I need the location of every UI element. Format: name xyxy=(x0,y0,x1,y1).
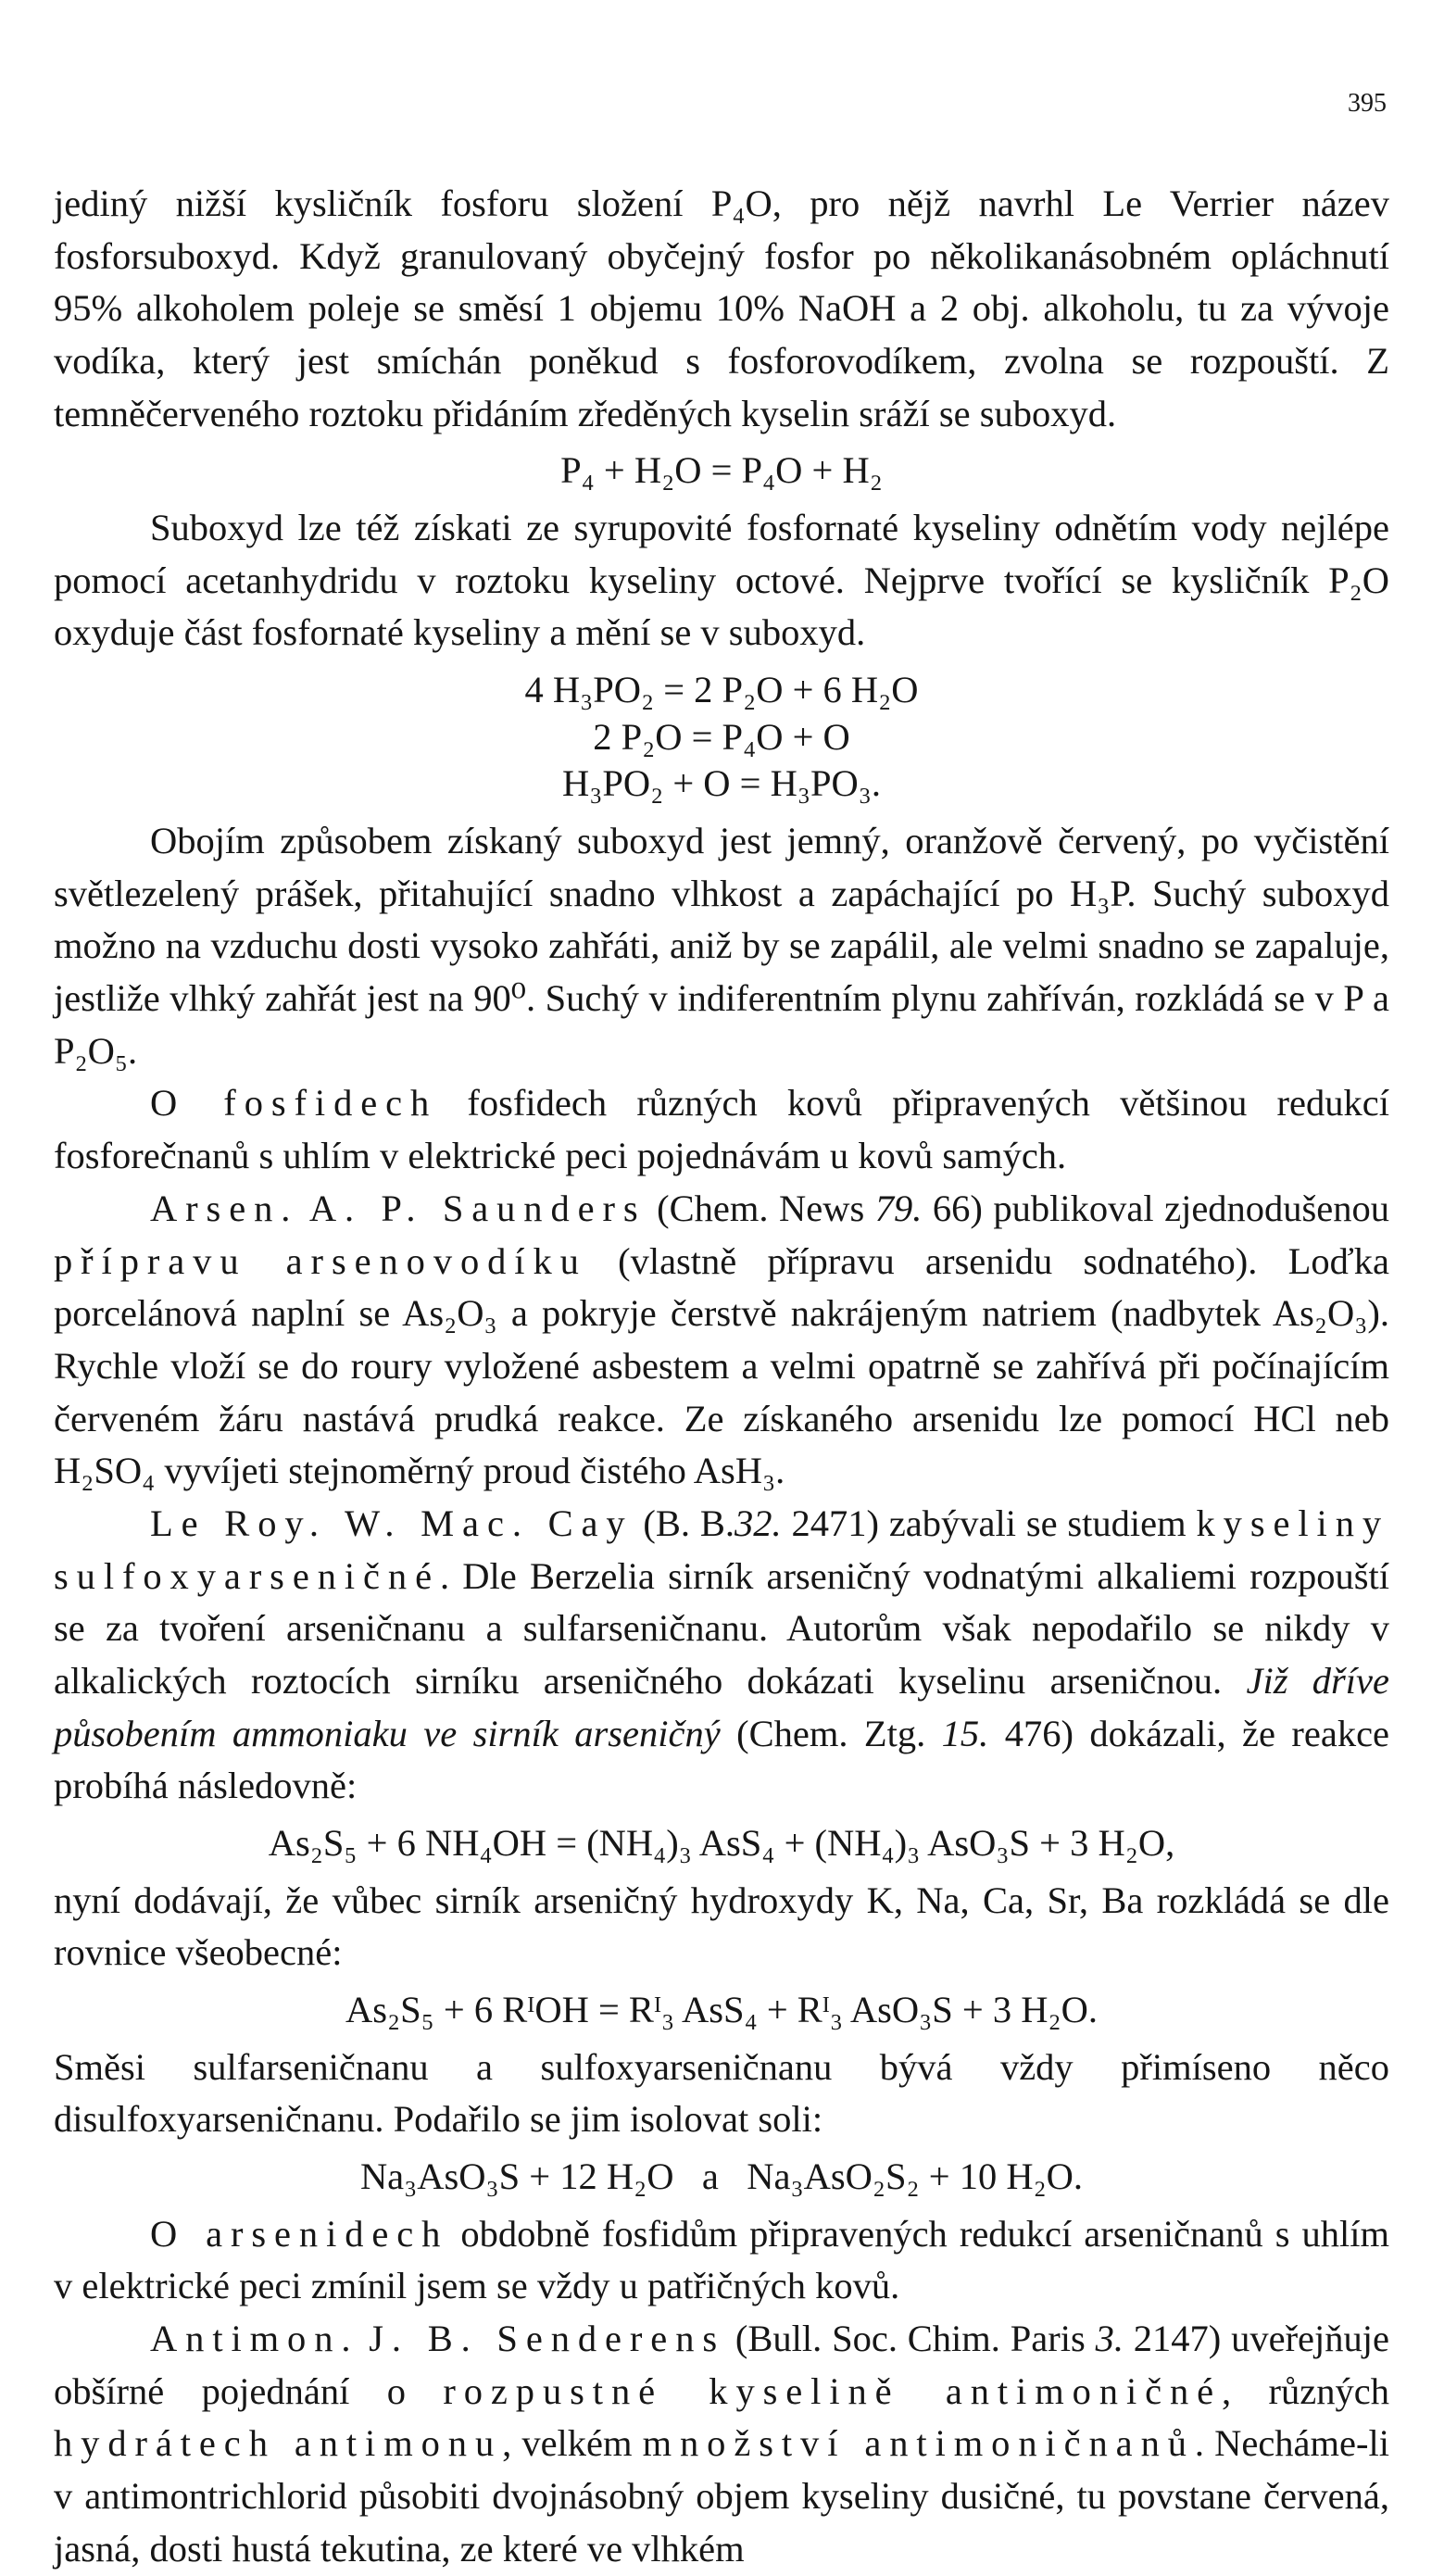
paragraph-1: jediný nižší kysličník fosforu složení P₄O, pro nějž navrhl Le Verrier název fosforsuboxyd. Když granulovaný obyčejný fosfor po několikanásobném opláchnutí 95% alkoholem poleje se směsí 1 objemu 10% NaOH a 2 obj. alkoholu, tu za vývoje vodíka, který jest smíchán poněkud s fosforovodíkem, zvolna se rozpouští. Z temněčerveného roztoku přidáním zředěných kyselin sráží se suboxyd. xyxy=(54,182,1389,434)
equation-2: 4 H₃PO₂ = 2 P₂O + 6 H₂O xyxy=(524,669,919,711)
paragraph-5-part-1: 66) publikoval zjednodušenou xyxy=(932,1187,1390,1229)
paragraph-4-text: fosfidech různých kovů připravených většinou redukcí fosforečnanů s uhlím v elektrické peci pojednávám u kovů samých. xyxy=(54,1082,1389,1177)
volume-32: 32. xyxy=(735,1502,782,1544)
volume-15: 15. xyxy=(941,1712,989,1754)
heading-arsenidy: O arsenidech xyxy=(150,2212,449,2255)
paragraph-10-part-4: . Necháme-li v antimontrichlorid působiti dvojnásobný objem kyseliny dusičné, tu povstane červená, jasná, dosti hustá tekutina, ze které ve vlhkém xyxy=(54,2422,1389,2570)
paragraph-6-part-2: . Dle Berzelia sirník arseničný vodnatými alkaliemi rozpouští se za tvoření arseničnanu a sulfarseničnanu. Autorům však nepodařilo se nikdy v alkalických roztocích sirníku arseničného dokázati kyselinu arseničnou. xyxy=(54,1554,1389,1702)
heading-antimon: Antimon. xyxy=(150,2318,359,2360)
paragraph-8: Směsi sulfarseničnanu a sulfoxyarseničnanu bývá vždy přimíseno něco disulfoxyarseničnanu. Podařilo se jim isolovat soli: xyxy=(54,2045,1389,2141)
citation-chem-ztg: (Chem. Ztg. xyxy=(736,1712,926,1754)
term-kyselina-antimonicna: rozpustné kyselině antimoničné xyxy=(443,2369,1223,2412)
authors-le-roy-mac-cay: Le Roy. W. Mac. Cay xyxy=(150,1502,634,1544)
paragraph-10-part-3: , velkém xyxy=(502,2422,633,2465)
author-senderens: J. B. Senderens xyxy=(369,2318,726,2360)
term-kyseliny-sulfoxyarsenicne: kyseliny sulfoxyarseničné xyxy=(54,1502,1390,1597)
paragraph-6 xyxy=(54,1498,1389,1813)
paragraph-6-part-3: 476) dokázali, že reakce probíhá následovně: xyxy=(54,1712,1390,1807)
equation-1: P₄ + H₂O = P₄O + H₂ xyxy=(560,449,883,492)
citation-chem-news: (Chem. News xyxy=(657,1187,865,1229)
citation-bull-soc: (Bull. Soc. Chim. Paris xyxy=(735,2318,1086,2360)
equation-5: As₂S₅ + 6 NH₄OH = (NH₄)₃ AsS₄ + (NH₄)₃ AsO₃S + 3 H₂O, xyxy=(268,1822,1175,1865)
volume-3: 3. xyxy=(1095,2318,1124,2360)
term-priprava-arsenovodiku: přípravu arsenovodíku xyxy=(54,1239,587,1282)
paragraph-9 xyxy=(54,2208,1389,2313)
paragraph-10-part-2: , různých xyxy=(1222,2369,1389,2412)
italic-remark: Již dříve působením ammoniaku ve sirník arseničný xyxy=(54,1660,1389,1754)
heading-fosfidy: O fosfidech xyxy=(150,1082,438,1125)
paragraph-7: nyní dodávají, že vůbec sirník arseničný hydroxydy K, Na, Ca, Sr, Ba rozkládá se dle rovnice všeobecné: xyxy=(54,1879,1389,1974)
paragraph-2: Suboxyd lze též získati ze syrupovité fosfornaté kyseliny odnětím vody nejlépe pomocí acetanhydridu v roztoku kyseliny octové. Nejprve tvořící se kysličník P₂O oxyduje část fosfornaté kyseliny a mění se v suboxyd. xyxy=(54,507,1389,654)
equation-3: 2 P₂O = P₄O + O xyxy=(593,715,850,758)
paragraph-5 xyxy=(54,1183,1389,1498)
page-text xyxy=(54,178,1389,2576)
equation-block-2 xyxy=(54,667,1389,808)
paragraph-10-part-1: 2147) uveřejňuje obšírné pojednání o xyxy=(54,2318,1390,2412)
paragraph-4 xyxy=(54,1077,1389,1182)
term-mnozstvi-antimonicnanu: množství antimoničnanů xyxy=(642,2422,1195,2465)
paragraph-5-part-2: (vlastně přípravu arsenidu sodnatého). Loďka porcelánová naplní se As₂O₃ a pokryje čerstvě nakrájeným natriem (nadbytek As₂O₃). Rychle vloží se do roury vyložené asbestem a velmi opatrně se zahřívá při počínajícím červeném žáru nastává prudká reakce. Ze získaného arsenidu lze pomocí HCl neb H₂SO₄ vyvíjeti stejnoměrný proud čistého AsH₃. xyxy=(54,1239,1390,1492)
paragraph-3: Obojím způsobem získaný suboxyd jest jemný, oranžově červený, po vyčistění světlezelený prášek, přitahující snadno vlhkost a zapáchající po H₃P. Suchý suboxyd možno na vzduchu dosti vysoko zahřáti, aniž by se zapálil, ale velmi snadno se zapaluje, jestliže vlhký zahřát jest na 90⁰. Suchý v indiferentním plynu zahříván, rozkládá se v P a P₂O₅. xyxy=(54,820,1389,1072)
author-saunders: A. P. Saunders xyxy=(308,1187,647,1229)
paragraph-9-text: obdobně fosfidům připravených redukcí arseničnanů s uhlím v elektrické peci zmínil jsem se vždy u patřičných kovů. xyxy=(54,2212,1390,2307)
page-number: 395 xyxy=(1348,89,1387,118)
equation-7: Na₃AsO₃S + 12 H₂O a Na₃AsO₂S₂ + 10 H₂O. xyxy=(359,2155,1084,2198)
citation-bb: (B. B. xyxy=(643,1502,735,1544)
equation-4: H₃PO₂ + O = H₃PO₃. xyxy=(561,762,882,805)
heading-arsen: Arsen. xyxy=(150,1187,299,1229)
paragraph-6-part-1: 2471) zabývali se studiem xyxy=(791,1502,1187,1544)
paragraph-10 xyxy=(54,2313,1389,2575)
term-hydraty-antimonu: hydrátech antimonu xyxy=(54,2422,503,2465)
volume-79: 79. xyxy=(874,1187,923,1229)
equation-6: As₂S₅ + 6 RᴵOH = Rᴵ₃ AsS₄ + Rᴵ₃ AsO₃S + 3 H₂O. xyxy=(345,1989,1098,2031)
